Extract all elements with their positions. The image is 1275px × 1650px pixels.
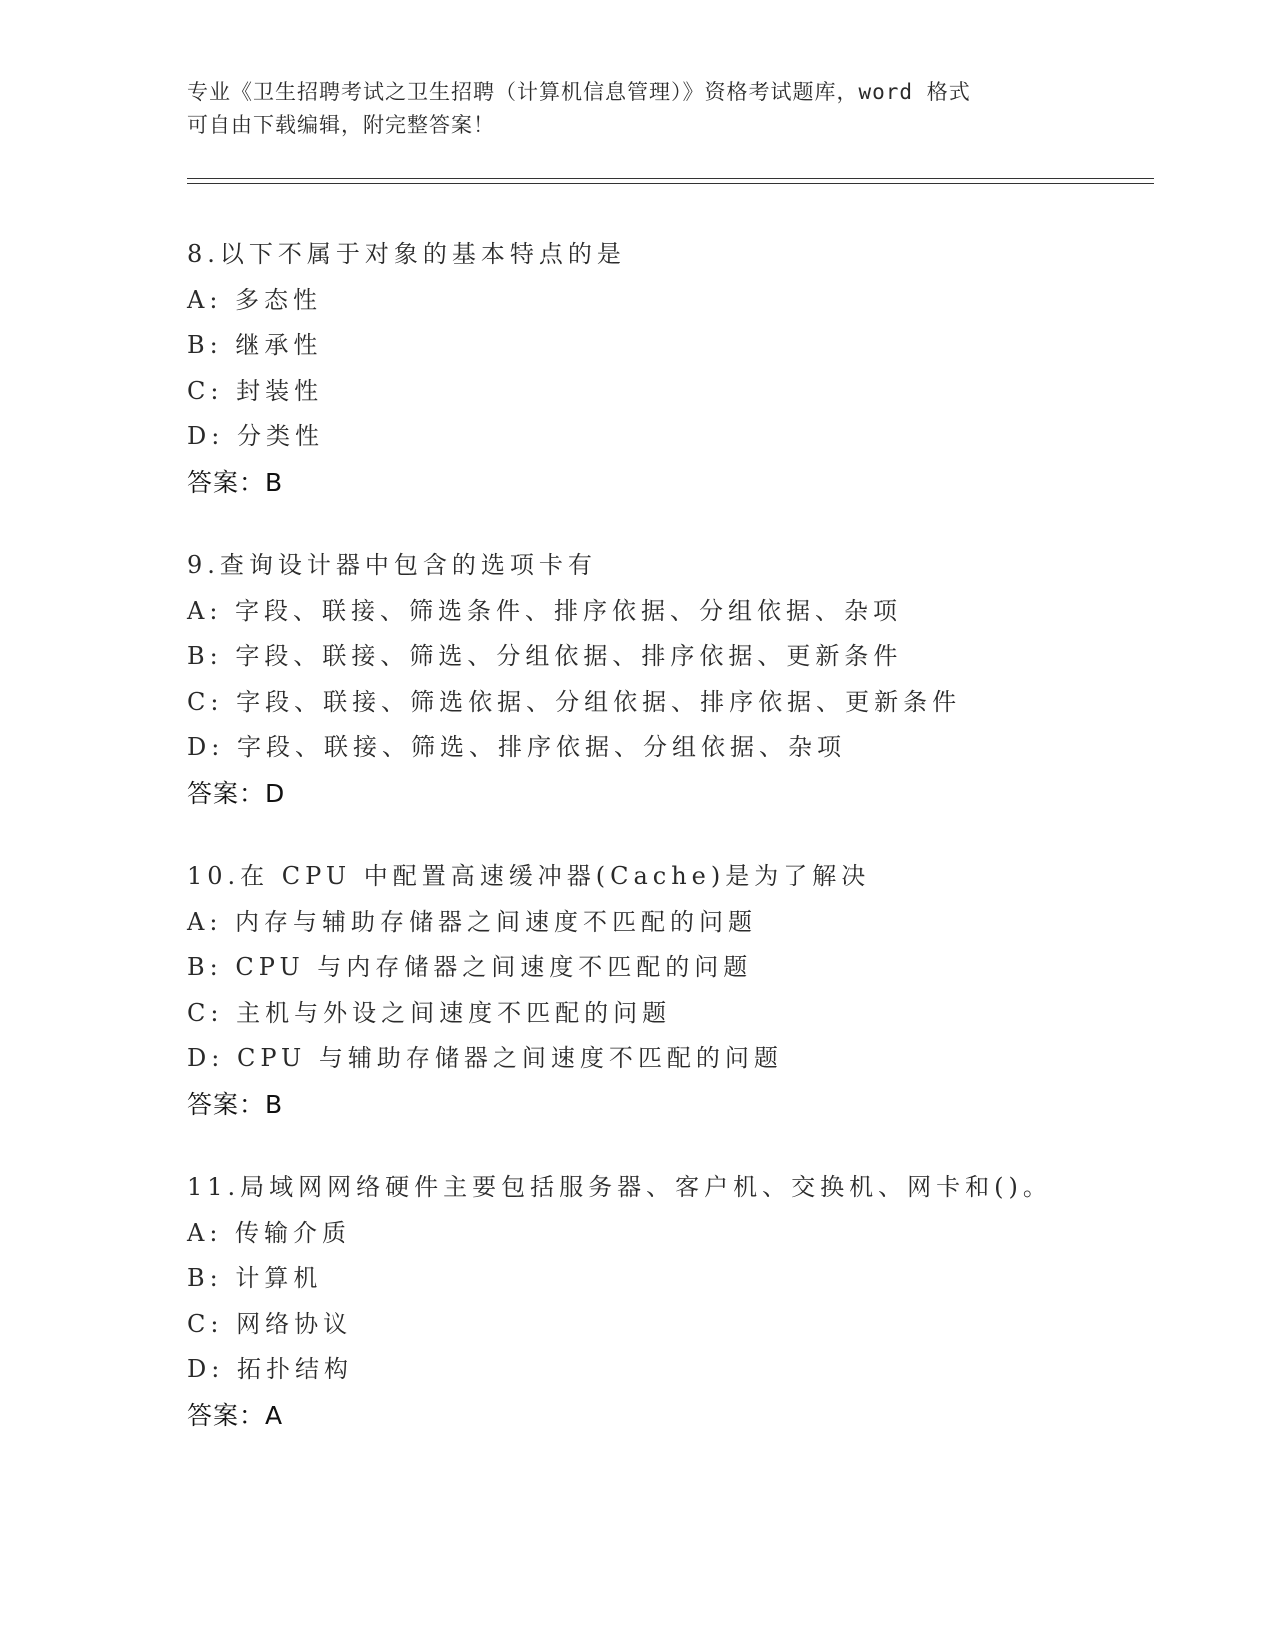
question-stem: 8.以下不属于对象的基本特点的是 [187,240,626,268]
option-d: D: 字段、联接、筛选、排序依据、分组依据、杂项 [187,733,846,761]
option-d: D: CPU 与辅助存储器之间速度不匹配的问题 [187,1044,783,1072]
answer-line: 答案：A [187,1400,284,1430]
option-a: A: 内存与辅助存储器之间速度不匹配的问题 [187,907,758,936]
option-c: C: 网络协议 [187,1309,353,1338]
answer-line: 答案：B [187,1089,284,1119]
option-b: B: CPU 与内存储器之间速度不匹配的问题 [187,953,753,981]
option-c: C: 主机与外设之间速度不匹配的问题 [187,998,672,1027]
option-a: A: 传输介质 [187,1218,352,1247]
question-stem: 9.查询设计器中包含的选项卡有 [187,551,597,579]
question-item [187,854,1147,1127]
option-c: C: 封装性 [187,376,324,405]
question-stem: 10.在 CPU 中配置高速缓冲器(Cache)是为了解决 [187,862,871,890]
question-item [187,232,1147,505]
header-line-2: 可自由下载编辑，附完整答案！ [187,113,495,137]
question-item [187,1165,1147,1438]
header-line-1: 专业《卫生招聘考试之卫生招聘（计算机信息管理）》资格考试题库，word 格式 [187,80,971,104]
option-a: A: 多态性 [187,285,323,314]
option-b: B: 字段、联接、筛选、分组依据、排序依据、更新条件 [187,642,903,670]
question-stem: 11.局域网网络硬件主要包括服务器、客户机、交换机、网卡和()。 [187,1173,1052,1201]
option-d: D: 分类性 [187,422,324,450]
question-list [187,232,1147,1476]
answer-line: 答案：D [187,778,286,808]
question-item [187,543,1147,816]
option-b: B: 计算机 [187,1264,323,1292]
option-b: B: 继承性 [187,331,323,359]
header-rule-top [187,178,1154,179]
option-d: D: 拓扑结构 [187,1355,353,1383]
option-a: A: 字段、联接、筛选条件、排序依据、分组依据、杂项 [187,596,903,625]
answer-line: 答案：B [187,467,284,497]
document-header [187,76,1087,142]
header-rule-bottom [187,183,1154,184]
option-c: C: 字段、联接、筛选依据、分组依据、排序依据、更新条件 [187,687,962,716]
